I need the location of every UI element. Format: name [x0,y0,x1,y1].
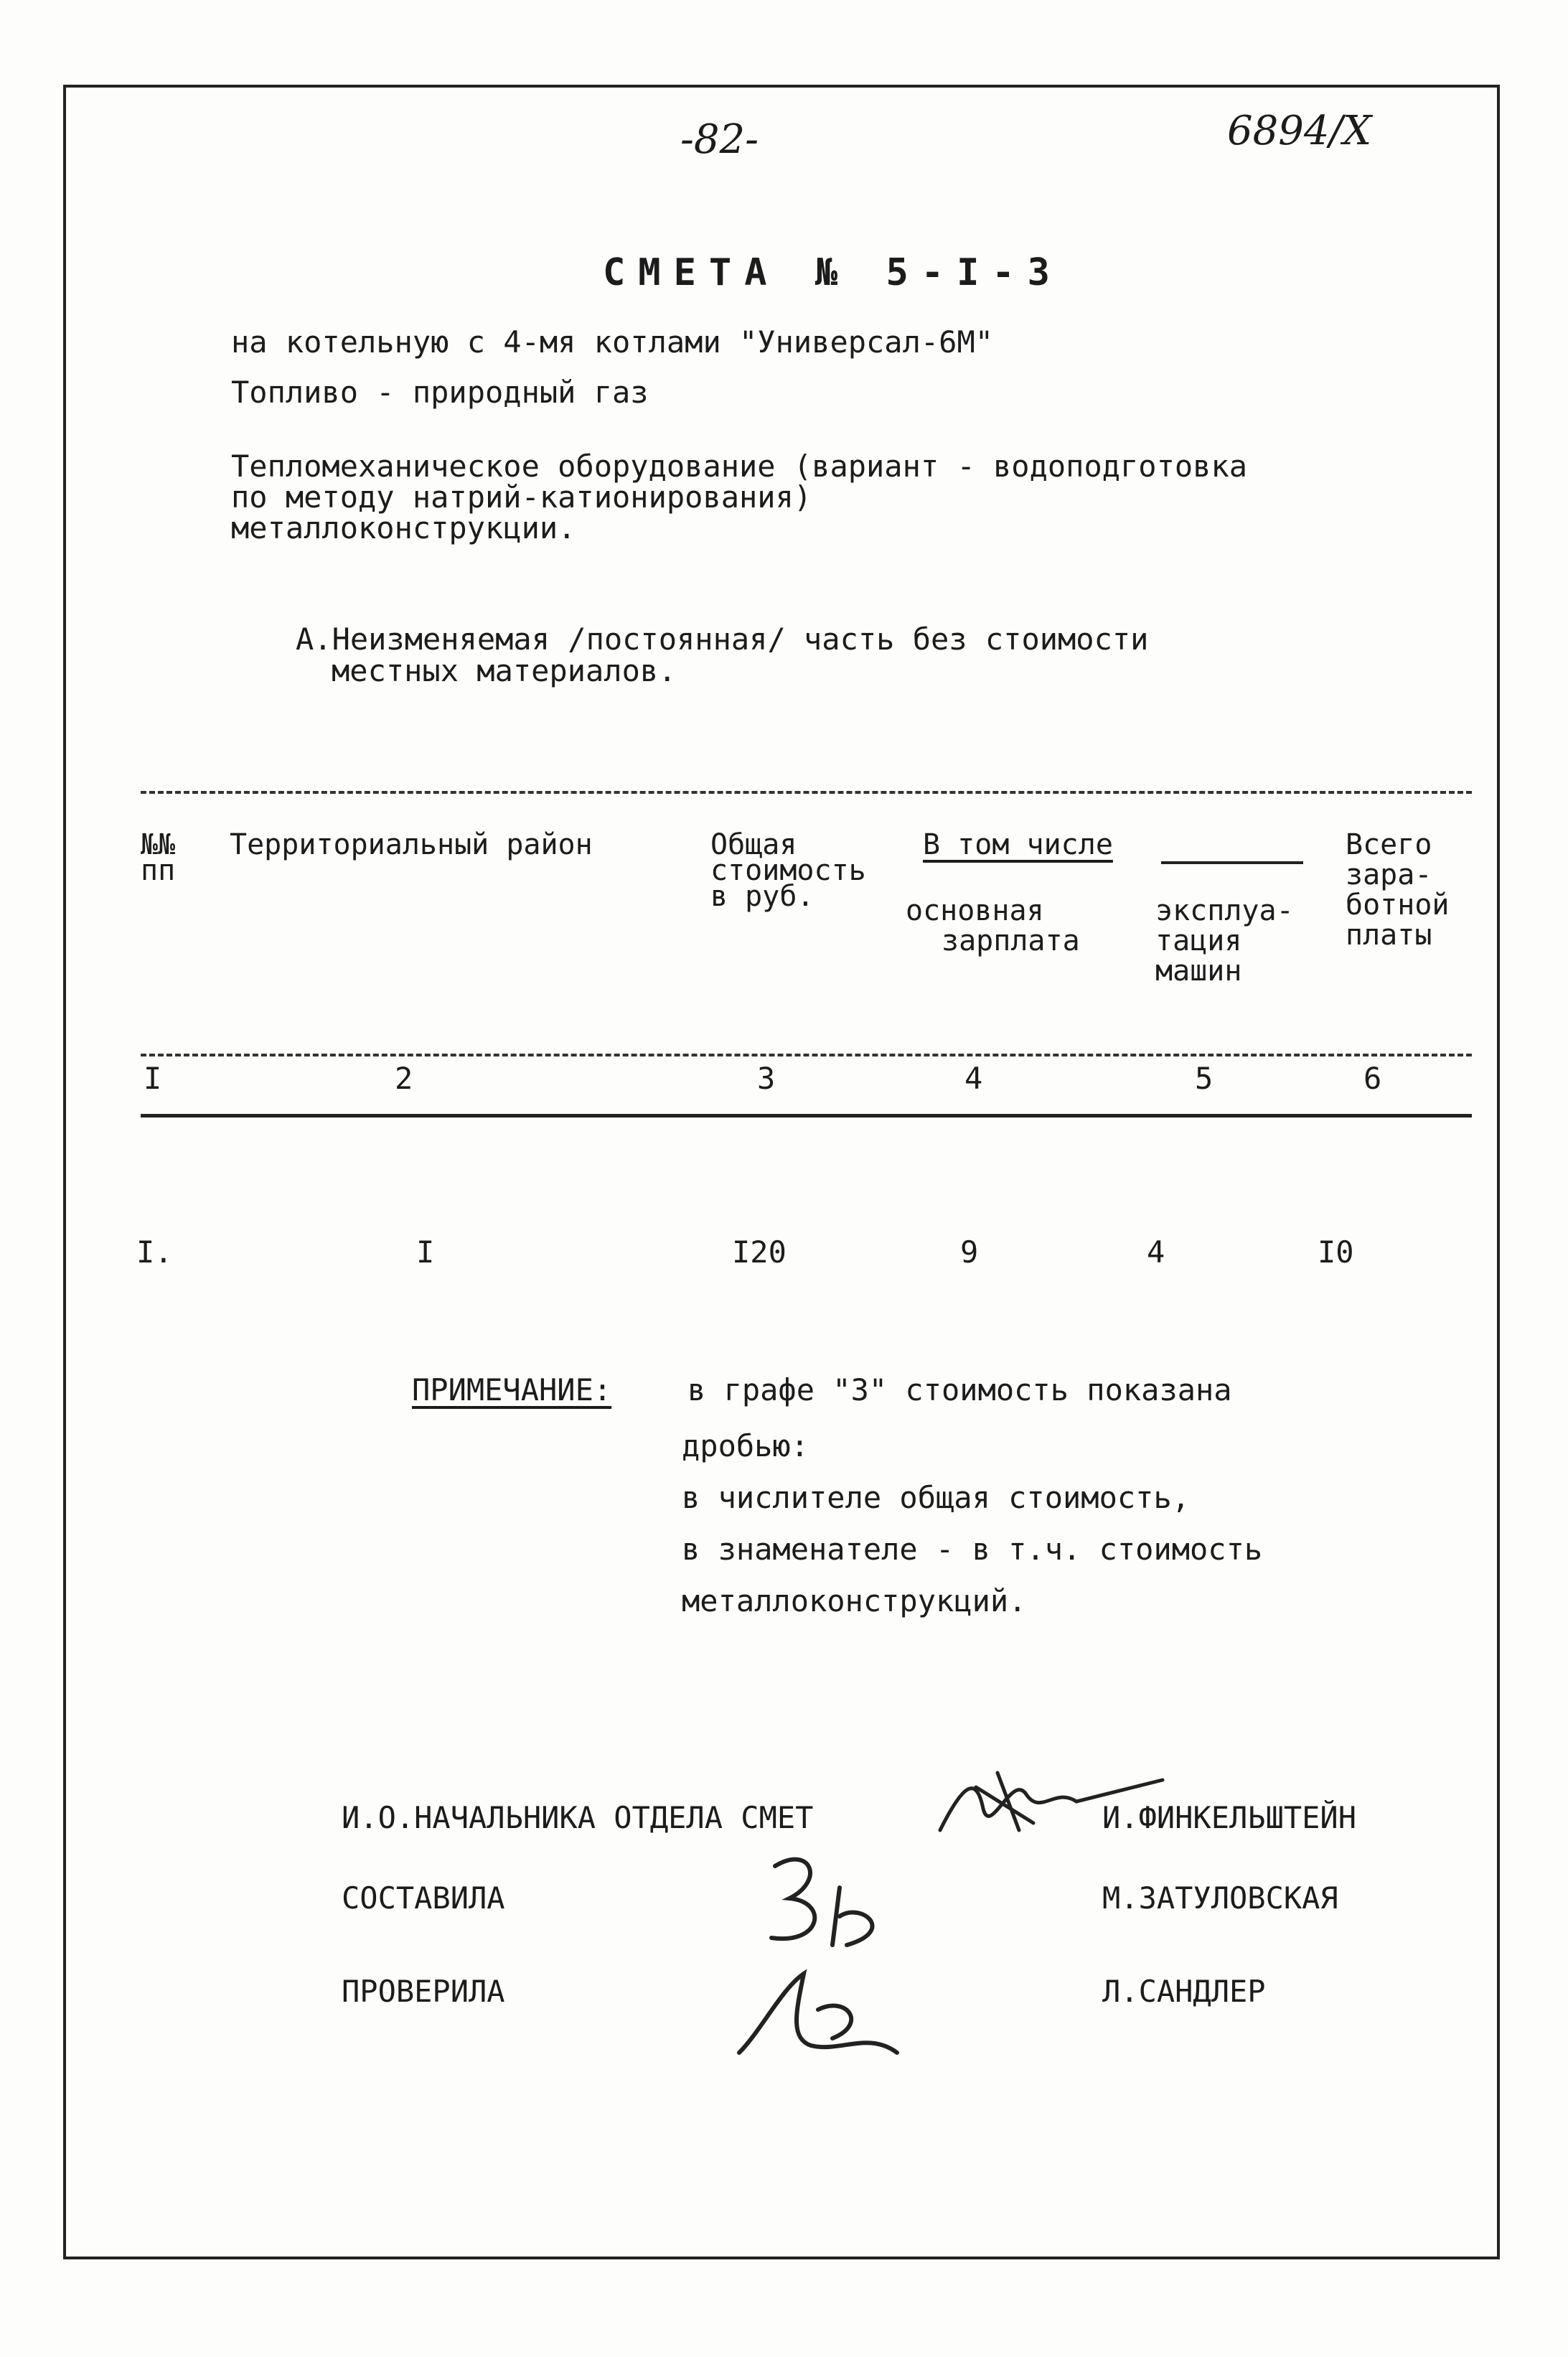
signature-name-1: И.ФИНКЕЛЬШТЕЙН [1102,1800,1357,1835]
page-number: -82- [680,116,759,163]
subtitle-line-2: Топливо - природный газ [231,375,649,410]
section-line-1: А.Неизменяемая /постоянная/ часть без стоимости [296,622,1149,657]
header-total-2: стоимость [710,854,866,887]
header-total-wages-3: ботной [1346,889,1450,922]
document-title: СМЕТА № 5-I-3 [603,251,1063,294]
signature-name-3: Л.САНДЛЕР [1102,1974,1266,2009]
row-1-total-wages: I0 [1318,1234,1354,1270]
header-region: Территориальный район [230,828,593,861]
header-machines-2: тация [1155,924,1242,957]
header-salary-1: основная [906,894,1044,927]
header-total-wages-2: зара- [1346,858,1432,891]
header-total-wages-4: платы [1346,919,1432,952]
signature-role-1: И.О.НАЧАЛЬНИКА ОТДЕЛА СМЕТ [342,1800,814,1835]
column-number-2: 2 [395,1061,413,1096]
row-1-machines: 4 [1147,1234,1165,1270]
signature-mark-2 [761,1845,904,1967]
column-number-3: 3 [757,1061,776,1096]
header-salary-2: зарплата [942,924,1080,957]
signature-mark-1 [933,1744,1170,1852]
header-machines-3: машин [1155,955,1242,988]
row-1-salary: 9 [960,1234,979,1270]
header-including: В том числе [923,828,1113,861]
description-line-1: Тепломеханическое оборудование (вариант - водоподготовка [231,449,1248,484]
header-machines-1: эксплуа- [1155,894,1294,927]
header-total-wages-1: Всего [1346,828,1432,861]
header-num-1: №№ [141,828,176,861]
header-total-3: в руб. [710,880,814,913]
signature-mark-3 [725,1959,911,2067]
note-line-5: металлоконструкций. [682,1583,1027,1618]
description-line-2: по методу натрий-катионирования) [231,479,812,515]
note-line-3: в числителе общая стоимость, [682,1480,1191,1515]
header-total-1: Общая [710,828,797,861]
row-1-region: I [416,1234,435,1270]
document-code: 6894/X [1227,108,1372,154]
subtitle-line-1: на котельную с 4-мя котлами "Универсал-6М" [231,324,994,360]
signature-role-2: СОСТАВИЛА [342,1880,505,1916]
table-top-rule [141,791,1472,794]
column-number-6: 6 [1363,1061,1382,1096]
header-including-line [1161,861,1303,864]
signature-name-2: М.ЗАТУЛОВСКАЯ [1102,1880,1338,1916]
note-line-2: дробью: [682,1428,809,1463]
signature-role-3: ПРОВЕРИЛА [342,1974,505,2009]
description-line-3: металлоконструкции. [231,510,576,545]
column-numbers-top-rule [141,1054,1472,1056]
column-number-5: 5 [1195,1061,1213,1096]
header-num-2: пп [141,854,176,887]
row-1-num: I. [136,1234,173,1270]
section-line-2: местных материалов. [332,653,677,688]
column-number-4: 4 [964,1061,983,1096]
note-line-1: в графе "3" стоимость показана [687,1372,1232,1407]
note-line-4: в знаменателе - в т.ч. стоимость [682,1532,1263,1567]
column-number-1: I [144,1061,162,1096]
note-label: ПРИМЕЧАНИЕ: [412,1372,612,1407]
row-1-total: I20 [732,1234,787,1270]
header-bottom-rule [141,1114,1472,1117]
